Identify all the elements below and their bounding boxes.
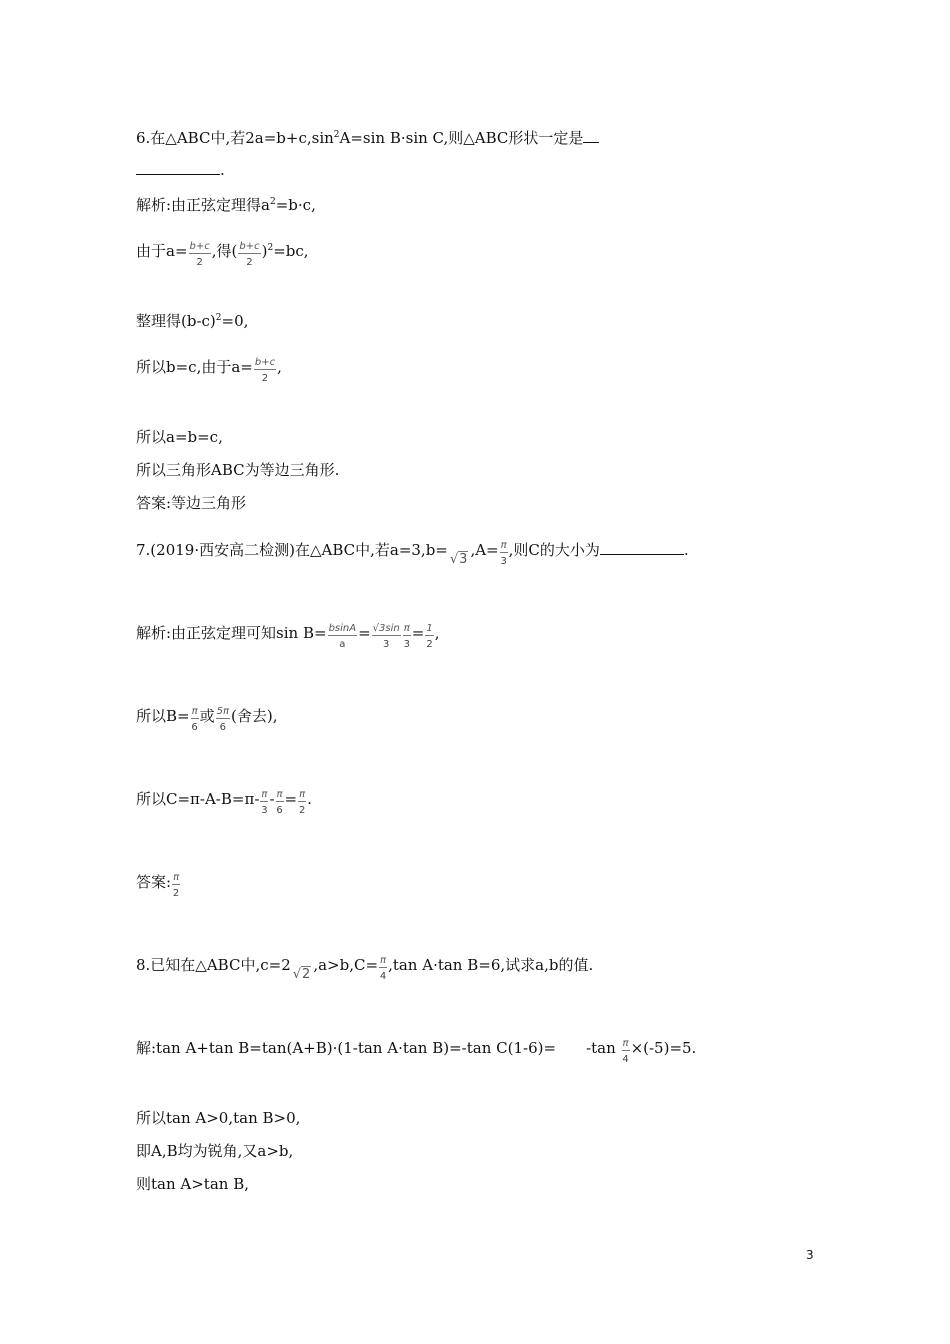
q8-solution-line2: 所以tan A>0,tan B>0, bbox=[136, 1109, 301, 1127]
fraction: $\frac{\pi}{3}$ bbox=[403, 623, 410, 650]
q6-solution-line4: 所以b=c,由于a= $\frac{b+c}{2}$ , bbox=[136, 357, 282, 384]
q6-solution-line3: 整理得$(b-c)^2=0$, bbox=[136, 312, 249, 330]
q7-solution-line3: 所以C=π-A-B=π- $\frac{\pi}{3}$ - $\frac{\pi}{6}$ = $\frac{\pi}{2}$ . bbox=[136, 789, 312, 816]
q8-solution-line1: 解:tan A+tan B=tan(A+B)·(1-tan A·tan B)=-tan C(1-6)= -tan $\frac{\pi}{4}$ ×(-5)=5. bbox=[136, 1038, 697, 1065]
answer-blank bbox=[136, 160, 220, 175]
q7-solution-line2: 所以B= $\frac{\pi}{6}$ 或 $\frac{5\pi}{6}$ (舍去), bbox=[136, 706, 278, 733]
sqrt-3: √3 bbox=[449, 552, 468, 567]
fraction: $\frac{\pi}{3}$ bbox=[500, 540, 507, 567]
sqrt-2: √2 bbox=[292, 967, 311, 982]
fraction: $\frac{\pi}{2}$ bbox=[298, 789, 306, 816]
q7-line1: 7.(2019·西安高二检测)在△ABC中,若a=3,b=√3,A= $\frac{\pi}{3}$ ,则C的大小为 . bbox=[136, 540, 689, 568]
fraction: $\frac{b+c}{2}$ bbox=[254, 357, 276, 384]
q8-line1: 8.已知在△ABC中,c=2√2,a>b,C= $\frac{\pi}{4}$ ,tan A·tan B=6,试求a,b的值. bbox=[136, 955, 593, 983]
fraction: $\frac{\pi}{4}$ bbox=[379, 955, 387, 982]
q6-line2: . bbox=[136, 160, 225, 180]
q6-solution-line6: 所以三角形ABC为等边三角形. bbox=[136, 461, 340, 479]
q6-answer: 答案:等边三角形 bbox=[136, 494, 247, 512]
q6-solution-line5: 所以a=b=c, bbox=[136, 428, 223, 446]
answer-blank bbox=[583, 128, 599, 143]
q7-solution-line1: 解析:由正弦定理可知sin B= $\frac{bsinA}{a}$ = $\frac{√3\sin}{3}$ $\frac{\pi}{3}$ = $\frac{1}{2}$ , bbox=[136, 623, 440, 650]
fraction: $\frac{\pi}{6}$ bbox=[276, 789, 283, 816]
q8-solution-line4: 则tan A>tan B, bbox=[136, 1175, 249, 1193]
fraction: $\frac{b+c}{2}$ bbox=[239, 241, 260, 268]
q6-line1: 6.在△ABC中,若$2a=b+c,\sin^2A=\sin$ B·sin C,则△ABC形状一定是 bbox=[136, 128, 599, 148]
q7-answer: 答案: $\frac{\pi}{2}$ bbox=[136, 872, 180, 899]
q6-solution-line1: 解析:由正弦定理得$a^2=b\cdot c$, bbox=[136, 196, 316, 214]
q6-solution-line2: 由于a= $\frac{b+c}{2}$ ,得( $\frac{b+c}{2}$ )$^2$=bc, bbox=[136, 241, 309, 268]
fraction: $\frac{bsinA}{a}$ bbox=[328, 623, 357, 650]
q8-solution-line3: 即A,B均为锐角,又a>b, bbox=[136, 1142, 294, 1160]
fraction: $\frac{\pi}{6}$ bbox=[191, 706, 198, 733]
fraction: $\frac{√3\sin}{3}$ bbox=[372, 623, 400, 650]
fraction: $\frac{\pi}{4}$ bbox=[622, 1038, 629, 1065]
fraction: $\frac{\pi}{3}$ bbox=[261, 789, 268, 816]
page-number: 3 bbox=[806, 1248, 814, 1262]
fraction: $\frac{\pi}{2}$ bbox=[172, 872, 180, 899]
fraction: $\frac{5\pi}{6}$ bbox=[216, 706, 230, 733]
fraction: $\frac{1}{2}$ bbox=[426, 623, 433, 650]
answer-blank bbox=[600, 540, 684, 555]
fraction: $\frac{b+c}{2}$ bbox=[189, 241, 210, 268]
